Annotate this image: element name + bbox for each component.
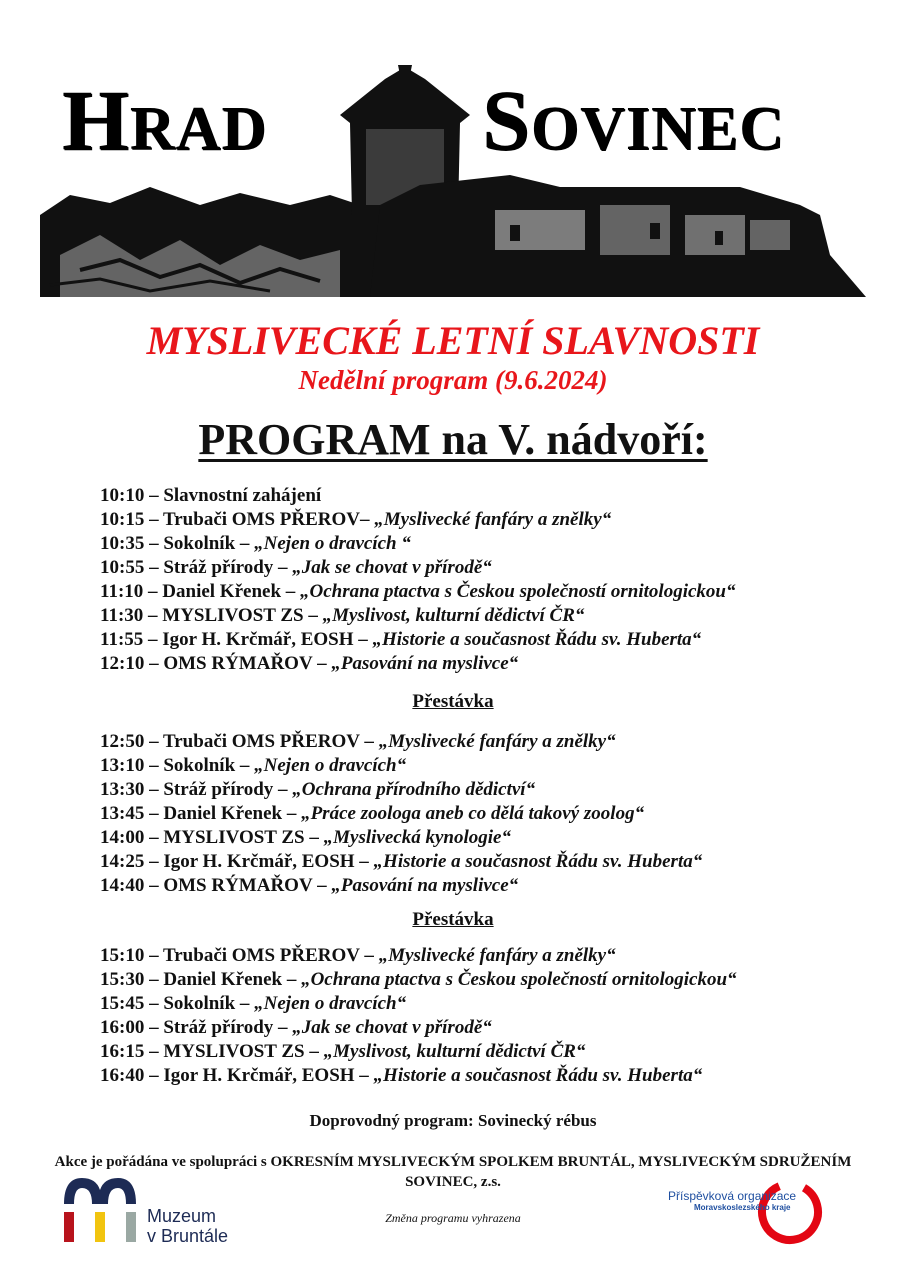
program-change-note: Změna programu vyhrazena — [385, 1211, 521, 1225]
schedule-row: 15:45 – Sokolník – „Nejen o dravcích“ — [100, 993, 407, 1014]
schedule-row: 10:15 – Trubači OMS PŘEROV– „Myslivecké fanfáry a znělky“ — [100, 509, 612, 530]
schedule-block-3 — [100, 944, 860, 1088]
museum-logo — [62, 1176, 252, 1246]
title-sovinec: SOVINEC — [482, 72, 785, 168]
schedule-row: 14:40 – OMS RÝMAŘOV – „Pasování na myslivce“ — [100, 875, 519, 896]
museum-m-icon — [62, 1176, 138, 1244]
event-title: MYSLIVECKÉ LETNÍ SLAVNOSTI — [146, 318, 760, 363]
event-subtitle: Nedělní program (9.6.2024) — [298, 365, 608, 395]
org-name-line2: Moravskoslezského kraje — [694, 1203, 791, 1212]
schedule-block-1 — [100, 484, 860, 676]
schedule-row: 10:35 – Sokolník – „Nejen o dravcích “ — [100, 533, 411, 554]
schedule-row: 13:30 – Stráž přírody – „Ochrana přírodního dědictví“ — [100, 779, 536, 800]
schedule-block-2 — [100, 730, 860, 898]
org-name-line1: Příspěvková organizace — [668, 1189, 797, 1203]
museum-name-line2: v Bruntále — [147, 1226, 229, 1246]
title-hrad: HRAD — [62, 72, 268, 168]
schedule-row: 11:10 – Daniel Křenek – „Ochrana ptactva s Českou společností ornitologickou“ — [100, 581, 736, 602]
schedule-row: 10:10 – Slavnostní zahájení — [100, 485, 322, 506]
break-label-2: Přestávka — [412, 909, 494, 930]
schedule-row: 14:25 – Igor H. Krčmář, EOSH – „Historie a současnost Řádu sv. Huberta“ — [100, 851, 703, 872]
museum-name-line1: Muzeum — [147, 1206, 217, 1226]
accompanying-program: Doprovodný program: Sovinecký rébus — [309, 1111, 597, 1130]
schedule-row: 15:10 – Trubači OMS PŘEROV – „Myslivecké fanfáry a znělky“ — [100, 945, 616, 966]
schedule-row: 11:30 – MYSLIVOST ZS – „Myslivost, kulturní dědictví ČR“ — [100, 605, 585, 626]
program-heading: PROGRAM na V. nádvoří: — [198, 415, 708, 464]
region-org-logo — [668, 1178, 828, 1246]
schedule-row: 13:45 – Daniel Křenek – „Práce zoologa aneb co dělá takový zoolog“ — [100, 803, 645, 824]
schedule-row: 14:00 – MYSLIVOST ZS – „Myslivecká kynologie“ — [100, 827, 511, 848]
cooperation-note: Akce je pořádána ve spolupráci s OKRESNÍM MYSLIVECKÝM SPOLKEM BRUNTÁL, MYSLIVECKÝM SDRUŽENÍM SOVINEC, z.s. — [54, 1154, 852, 1190]
schedule-row: 16:00 – Stráž přírody – „Jak se chovat v přírodě“ — [100, 1017, 492, 1038]
schedule-row: 16:40 – Igor H. Krčmář, EOSH – „Historie a současnost Řádu sv. Huberta“ — [100, 1065, 703, 1086]
break-label-1: Přestávka — [412, 691, 494, 712]
schedule-row: 11:55 – Igor H. Krčmář, EOSH – „Historie a současnost Řádu sv. Huberta“ — [100, 629, 702, 650]
schedule-row: 12:10 – OMS RÝMAŘOV – „Pasování na myslivce“ — [100, 653, 519, 674]
schedule-row: 15:30 – Daniel Křenek – „Ochrana ptactva s Českou společností ornitologickou“ — [100, 969, 737, 990]
header-banner — [40, 55, 866, 297]
schedule-row: 10:55 – Stráž přírody – „Jak se chovat v přírodě“ — [100, 557, 492, 578]
schedule-row: 13:10 – Sokolník – „Nejen o dravcích“ — [100, 755, 407, 776]
schedule-row: 12:50 – Trubači OMS PŘEROV – „Myslivecké fanfáry a znělky“ — [100, 731, 616, 752]
castle-name-title — [40, 65, 866, 185]
schedule-row: 16:15 – MYSLIVOST ZS – „Myslivost, kulturní dědictví ČR“ — [100, 1041, 586, 1062]
